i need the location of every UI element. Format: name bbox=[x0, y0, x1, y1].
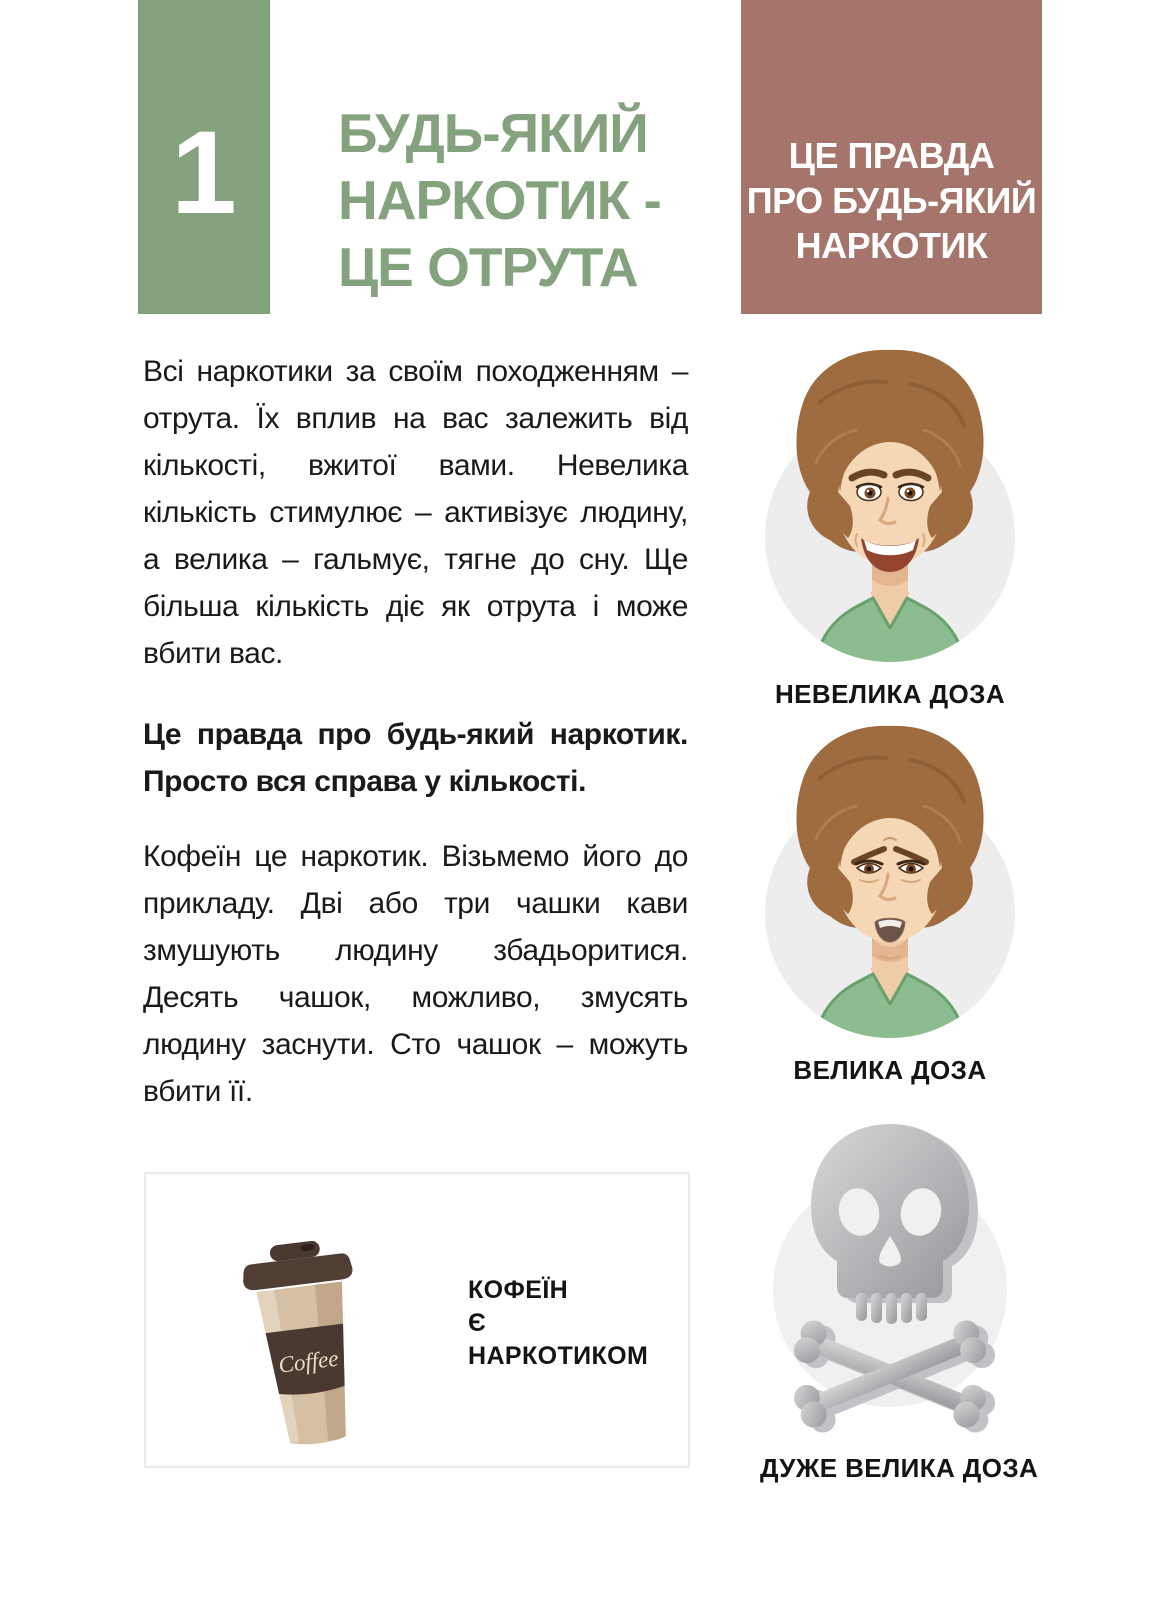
coffee-callout-box bbox=[144, 1172, 690, 1468]
figure-small-dose bbox=[760, 342, 1020, 710]
callout-box bbox=[741, 0, 1042, 314]
coffee-cup-brand-text: Coffee bbox=[277, 1345, 340, 1378]
paragraph-2-bold: Це правда про будь-який наркотик. Просто вся справа у кількості. bbox=[143, 718, 688, 798]
page-title-line: БУДЬ-ЯКИЙ bbox=[338, 102, 648, 164]
page-title-line: НАРКОТИК - bbox=[338, 169, 661, 231]
coffee-label-line: КОФЕЇН bbox=[468, 1276, 569, 1304]
section-number-box bbox=[138, 0, 270, 314]
figure-very-large-dose bbox=[760, 1100, 1039, 1484]
coffee-cup-icon bbox=[234, 1238, 384, 1456]
section-number: 1 bbox=[171, 107, 237, 239]
figure-label: НЕВЕЛИКА ДОЗА bbox=[774, 679, 1006, 709]
coffee-box-label bbox=[468, 1274, 648, 1373]
article-text-column bbox=[143, 348, 688, 1149]
paragraph-1: Всі наркотики за своїм походженням – отрута. Їх вплив на вас залежить від кількості, вжитої вами. Невелика кількість стимулює – активізує людину, а велика – гальмує, тягне до сну. Ще більша кількість діє як отрута і може вбити вас. bbox=[143, 355, 688, 670]
callout-line: НАРКОТИК bbox=[795, 225, 988, 266]
callout-line: ПРО БУДЬ-ЯКИЙ bbox=[746, 180, 1037, 221]
figure-label: ДУЖЕ ВЕЛИКА ДОЗА bbox=[760, 1453, 1039, 1483]
happy-boy-portrait-icon bbox=[760, 342, 1020, 672]
callout-line: ЦЕ ПРАВДА bbox=[788, 135, 995, 176]
paragraph-3: Кофеїн це наркотик. Візьмемо його до прикладу. Дві або три чашки кави змушують людину збадьоритися. Десять чашок, можливо, змусять людину заснути. Сто чашок – можуть вбити її. bbox=[143, 840, 688, 1108]
skull-and-crossbones-icon bbox=[760, 1100, 1020, 1440]
page-title-line: ЦЕ ОТРУТА bbox=[338, 236, 638, 298]
worried-boy-portrait-icon bbox=[760, 718, 1020, 1048]
figure-label: ВЕЛИКА ДОЗА bbox=[793, 1055, 987, 1085]
figure-large-dose bbox=[760, 718, 1020, 1086]
coffee-label-line: Є bbox=[468, 1309, 487, 1337]
coffee-label-line: НАРКОТИКОМ bbox=[468, 1342, 649, 1370]
page-title bbox=[338, 100, 661, 301]
